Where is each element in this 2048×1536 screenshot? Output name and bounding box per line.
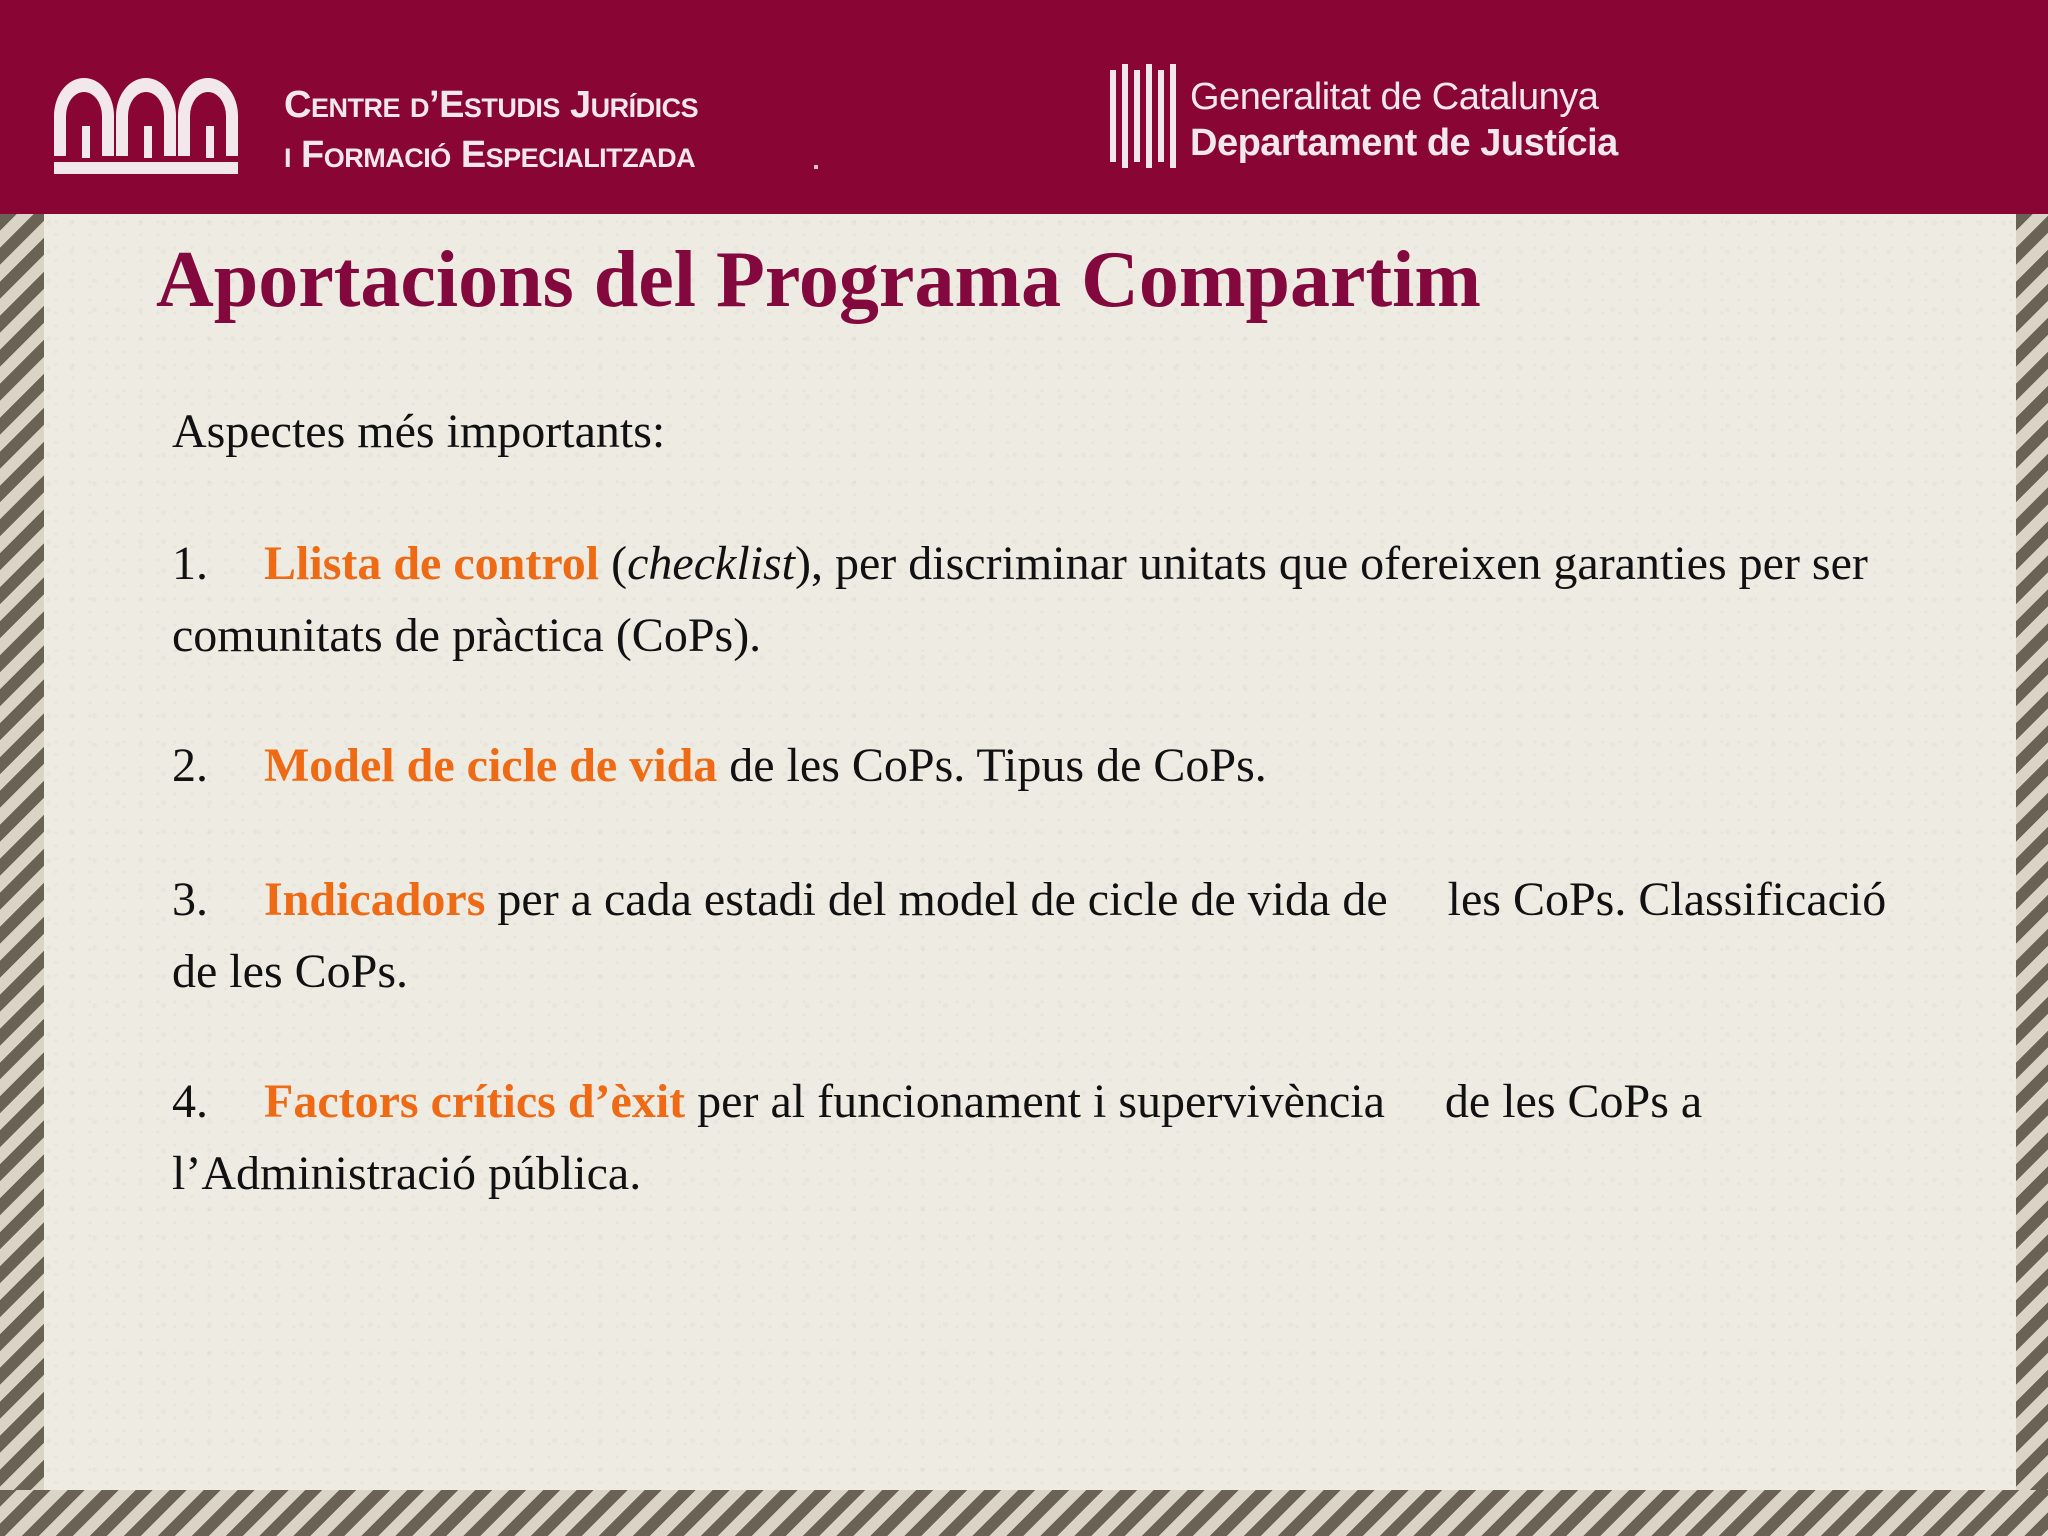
list-item-number: 3. [172, 873, 208, 926]
list-item-paren: ( [599, 537, 628, 590]
hatched-border-bottom [0, 1490, 2048, 1536]
cej-org-line1: Centre d’Estudis Jurídics [284, 84, 699, 126]
list-item-text-continued: les CoPs. Classificació de les CoPs. [172, 873, 1887, 998]
generalitat-name [1190, 74, 1618, 166]
cej-org-line2: i Formació Especialitzada [284, 134, 696, 176]
generalitat-line2: Departament de Justícia [1190, 122, 1618, 164]
hatched-border-right [2016, 214, 2048, 1536]
list-item-4 [172, 1066, 1942, 1210]
generalitat-emblem-icon [1110, 64, 1182, 168]
list-item-text: de les CoPs. Tipus de CoPs. [717, 739, 1267, 792]
list-item-italic: checklist [627, 537, 795, 590]
cej-org-name [284, 80, 698, 180]
list-item-2 [172, 730, 1942, 802]
hatched-border-left [0, 214, 44, 1536]
list-item-text: per a cada estadi del model de cicle de vida de [485, 873, 1388, 926]
list-item-number: 1. [172, 537, 208, 590]
list-item-1 [172, 528, 1942, 672]
header-banner [0, 0, 2048, 214]
list-item-highlight: Indicadors [264, 873, 486, 926]
list-item-3 [172, 864, 1942, 1008]
header-dot [814, 165, 818, 169]
slide-title: Aportacions del Programa Compartim [156, 236, 1481, 324]
list-item-number: 4. [172, 1075, 208, 1128]
list-item-highlight: Llista de control [264, 537, 600, 590]
list-item-number: 2. [172, 739, 208, 792]
cej-arches-logo-icon [52, 56, 242, 176]
intro-text: Aspectes més importants: [172, 405, 666, 458]
list-item-highlight: Factors crítics d’èxit [264, 1075, 686, 1128]
list-item-highlight: Model de cicle de vida [264, 739, 718, 792]
list-item-text: per al funcionament i supervivència [685, 1075, 1385, 1128]
list-item-text: ), per discriminar unitats que ofereixen garanties per ser comunitats de pràctica (CoPs). [172, 537, 1868, 662]
generalitat-line1: Generalitat de Catalunya [1190, 76, 1599, 118]
list-item-text-continued: de les CoPs a l’Administració pública. [172, 1075, 1703, 1200]
